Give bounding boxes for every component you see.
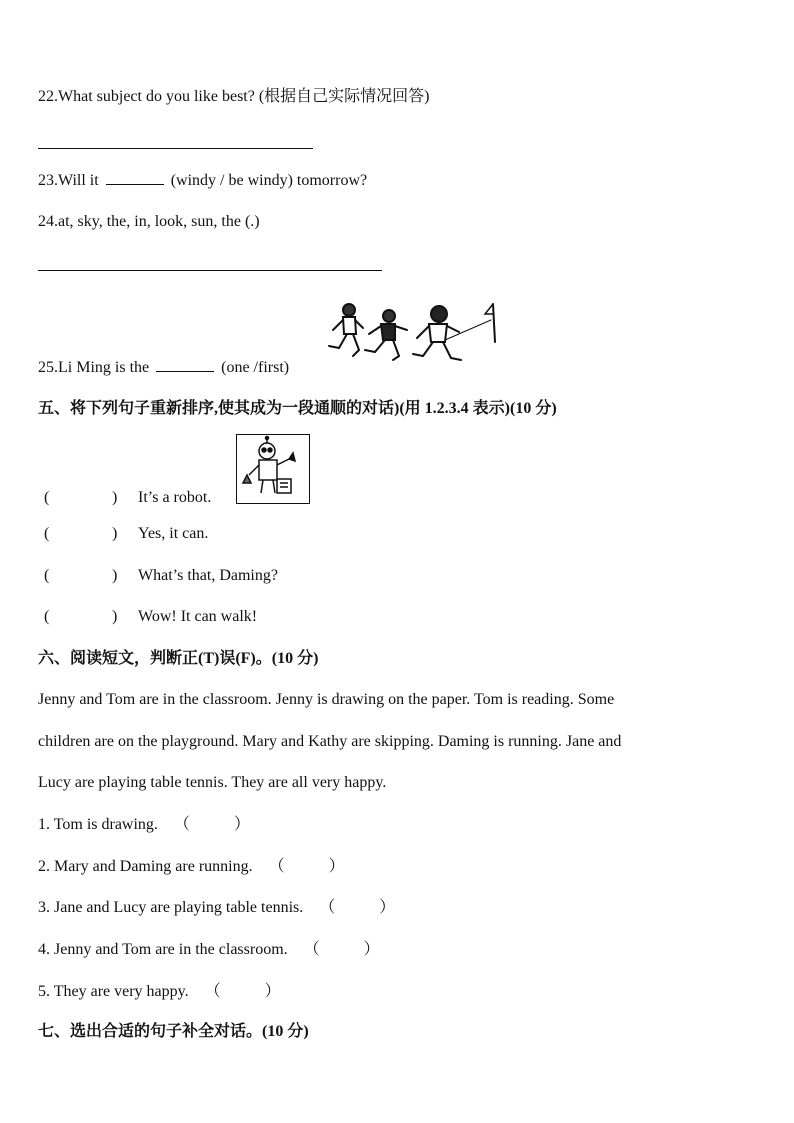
tf-answer-open[interactable]: （ bbox=[173, 816, 190, 833]
section-6-heading: 六、阅读短文，判断正(T)误(F)。(10 分) bbox=[38, 650, 319, 667]
order-close-paren: ) bbox=[112, 567, 118, 584]
order-item-text: What’s that, Daming? bbox=[138, 567, 278, 584]
order-open-paren[interactable]: ( bbox=[44, 608, 50, 625]
robot-illustration bbox=[236, 434, 310, 504]
order-item-2 bbox=[44, 524, 208, 544]
tf-answer-close: ） bbox=[363, 941, 380, 958]
question-25-before: 25.Li Ming is the bbox=[38, 359, 150, 376]
passage-line-2: children are on the playground. Mary and Kathy are skipping. Daming is running. Jane and bbox=[38, 733, 622, 750]
question-23-after: (windy / be windy) tomorrow? bbox=[170, 172, 368, 189]
order-item-4 bbox=[44, 607, 257, 627]
question-22: 22.What subject do you like best? (根据自己实际情况回答) bbox=[38, 88, 430, 105]
tf-question-3 bbox=[38, 898, 395, 918]
tf-question-text: 2. Mary and Daming are running. bbox=[38, 858, 253, 875]
running-boys-illustration bbox=[325, 300, 503, 365]
tf-question-2 bbox=[38, 857, 345, 877]
tf-answer-open[interactable]: （ bbox=[268, 858, 285, 875]
answer-line-24 bbox=[38, 270, 382, 271]
question-25-after: (one /first) bbox=[221, 359, 290, 376]
tf-answer-open[interactable]: （ bbox=[204, 983, 221, 1000]
answer-blank-23[interactable] bbox=[106, 170, 164, 185]
order-item-1 bbox=[44, 488, 211, 508]
tf-question-1 bbox=[38, 815, 250, 835]
tf-question-5 bbox=[38, 982, 281, 1002]
order-open-paren[interactable]: ( bbox=[44, 525, 50, 542]
tf-answer-close: ） bbox=[233, 816, 250, 833]
order-open-paren[interactable]: ( bbox=[44, 567, 50, 584]
tf-question-text: 3. Jane and Lucy are playing table tennis. bbox=[38, 899, 304, 916]
order-close-paren: ) bbox=[112, 525, 118, 542]
order-item-text: Yes, it can. bbox=[138, 525, 209, 542]
tf-answer-open[interactable]: （ bbox=[319, 899, 336, 916]
passage-line-1: Jenny and Tom are in the classroom. Jenny is drawing on the paper. Tom is reading. Some bbox=[38, 691, 615, 708]
section-5-heading: 五、将下列句子重新排序,使其成为一段通顺的对话)(用 1.2.3.4 表示)(10 分) bbox=[38, 400, 557, 417]
question-24: 24.at, sky, the, in, look, sun, the (.) bbox=[38, 213, 260, 230]
tf-question-4 bbox=[38, 940, 380, 960]
answer-blank-25[interactable] bbox=[156, 357, 214, 372]
tf-answer-open[interactable]: （ bbox=[303, 941, 320, 958]
order-close-paren: ) bbox=[112, 608, 118, 625]
tf-question-text: 1. Tom is drawing. bbox=[38, 816, 158, 833]
order-close-paren: ) bbox=[112, 489, 118, 506]
order-item-text: It’s a robot. bbox=[138, 489, 212, 506]
order-item-text: Wow! It can walk! bbox=[138, 608, 258, 625]
answer-line-22 bbox=[38, 148, 313, 149]
question-23-before: 23.Will it bbox=[38, 172, 99, 189]
tf-question-text: 4. Jenny and Tom are in the classroom. bbox=[38, 941, 288, 958]
tf-answer-close: ） bbox=[379, 899, 396, 916]
question-25 bbox=[38, 357, 289, 378]
tf-answer-close: ） bbox=[264, 983, 281, 1000]
tf-question-text: 5. They are very happy. bbox=[38, 983, 189, 1000]
question-23 bbox=[38, 170, 367, 191]
passage-line-3: Lucy are playing table tennis. They are all very happy. bbox=[38, 774, 387, 791]
order-open-paren[interactable]: ( bbox=[44, 489, 50, 506]
section-7-heading: 七、选出合适的句子补全对话。(10 分) bbox=[38, 1023, 309, 1040]
tf-answer-close: ） bbox=[328, 858, 345, 875]
order-item-3 bbox=[44, 566, 278, 586]
